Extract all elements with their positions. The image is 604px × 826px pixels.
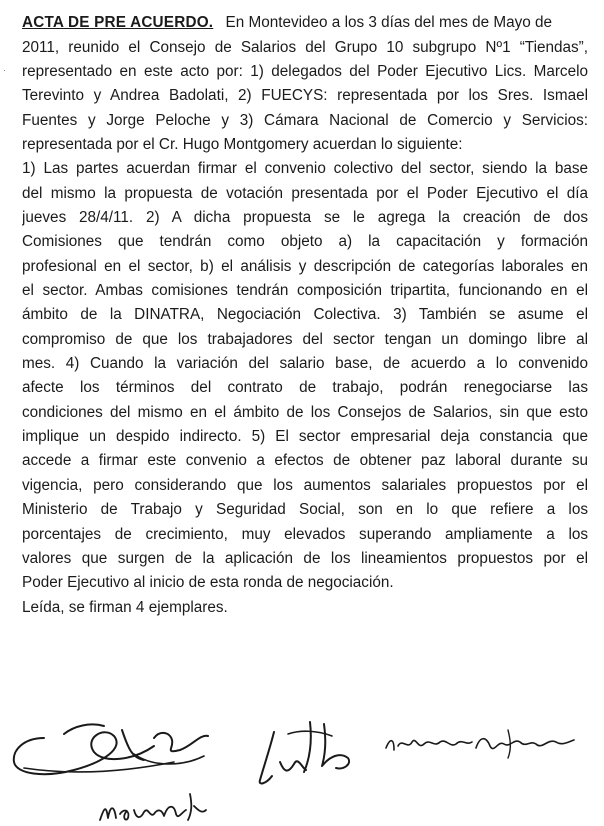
text-line-11: el sector. Ambas comisiones tendrán composición tripartita, funcionando en el xyxy=(22,282,588,299)
document-title: ACTA DE PRE ACUERDO. xyxy=(22,14,214,31)
signature-4 xyxy=(96,790,216,826)
text-line-3: Terevinto y Andrea Badolati, 2) FUECYS: representada por los Sres. Ismael xyxy=(22,87,588,105)
text-line-1: 2011, reunido el Consejo de Salarios del Grupo 10 subgrupo Nº1 “Tiendas”, xyxy=(22,38,588,56)
text-line-17: implique un despido indirecto. 5) El sector empresarial deja constancia que xyxy=(22,428,588,446)
text-line-6: 1) Las partes acuerdan firmar el convenio colectivo del sector, siendo la base xyxy=(22,160,588,178)
text-line-18: accede a firmar este convenio a efectos de obtener paz laboral durante su xyxy=(22,452,588,470)
text-line-19: vigencia, pero considerando que los aumentos salariales propuestos por el xyxy=(22,476,588,494)
text-line-20: Ministerio de Trabajo y Seguridad Social, son en lo que refiere a los xyxy=(22,501,588,519)
margin-mark: · xyxy=(3,65,6,75)
text-line-23: Poder Ejecutivo al inicio de esta ronda de negociación. xyxy=(22,574,394,592)
text-line-13: compromiso de que los trabajadores del sector tengan un domingo libre al xyxy=(22,330,588,348)
text-line-8: jueves 28/4/11. 2) A dicha propuesta se le agrega la creación de dos xyxy=(22,208,588,226)
text-line-4: Fuentes y Jorge Peloche y 3) Cámara Nacional de Comercio y Servicios: xyxy=(22,111,588,129)
text-line-9: Comisiones que tendrán como objeto a) la capacitación y formación xyxy=(22,233,588,251)
text-line-16: condiciones del mismo en el ámbito de los Consejos de Salarios, sin que esto xyxy=(22,403,588,421)
text-line-7: del mismo la propuesta de votación presentada por el Poder Ejecutivo el día xyxy=(22,184,588,202)
text-line-10: profesional en el sector, b) el análisis y descripción de categorías laborales en xyxy=(22,257,588,275)
text-line-14: mes. 4) Cuando la variación del salario base, de acuerdo a lo convenido xyxy=(22,355,588,373)
text-line-24: Leída, se firman 4 ejemplares. xyxy=(22,598,228,616)
text-line-5: representada por el Cr. Hugo Montgomery acuerdan lo siguiente: xyxy=(22,135,463,153)
text-line-22: valores que surgen de la aplicación de los lineamientos propuestos por el xyxy=(22,549,588,567)
text-line-15: afecte los términos del contrato de trabajo, podrán renegociarse las xyxy=(22,379,588,397)
signature-2 xyxy=(240,712,370,796)
signature-3 xyxy=(380,724,580,764)
first-line xyxy=(22,11,588,35)
text-line-21: porcentajes de crecimiento, muy elevados superando ampliamente a los xyxy=(22,525,588,543)
signature-1 xyxy=(4,708,244,788)
text-line-2: representado en este acto por: 1) delegados del Poder Ejecutivo Lics. Marcelo xyxy=(22,62,588,80)
text-line-0: En Montevideo a los 3 días del mes de Mayo de xyxy=(225,14,553,31)
text-line-12: ámbito de la DINATRA, Negociación Colectiva. 3) También se asume el xyxy=(22,306,588,324)
